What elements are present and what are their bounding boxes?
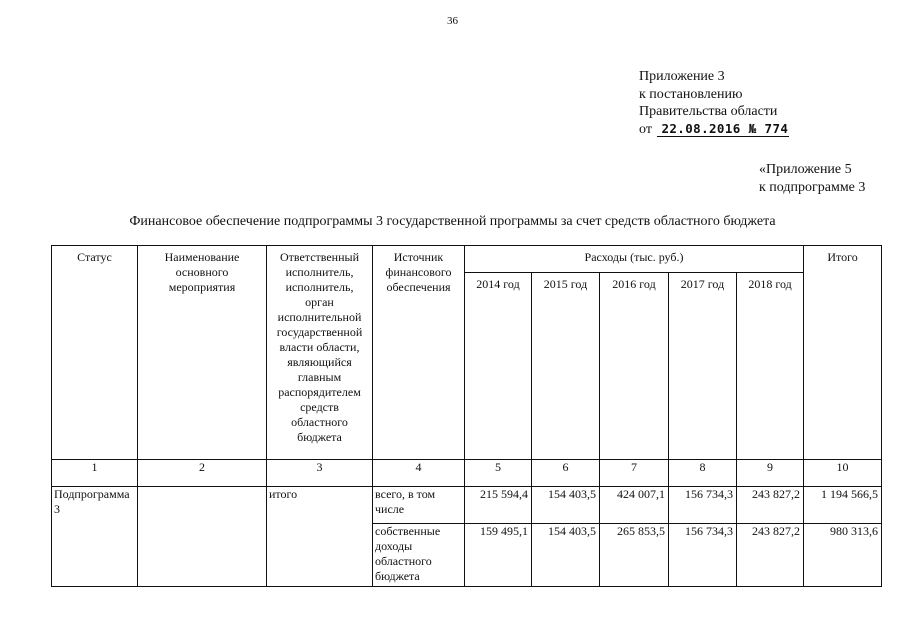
table-row (52, 487, 882, 524)
decree-date: 22.08.2016 (657, 122, 744, 137)
header-status: Статус (52, 246, 138, 460)
cell-2016: 265 853,5 (600, 524, 669, 587)
header-row-1 (52, 246, 882, 273)
column-number: 1 (52, 460, 138, 487)
column-number: 4 (373, 460, 465, 487)
header-source: Источник финансового обеспечения (373, 246, 465, 460)
cell-responsible: итого (267, 487, 373, 587)
header-name: Наименование основного мероприятия (138, 246, 267, 460)
appendix-line-1: Приложение 3 (639, 69, 725, 84)
appendix-date-prefix: от (639, 121, 652, 137)
appendix-block-2 (759, 161, 865, 196)
appendix2-line-2: к подпрограмме 3 (759, 179, 866, 195)
cell-2014: 215 594,4 (465, 487, 532, 524)
cell-status: Подпрограмма 3 (52, 487, 138, 587)
cell-2015: 154 403,5 (532, 524, 600, 587)
column-number-row (52, 460, 882, 487)
cell-2015: 154 403,5 (532, 487, 600, 524)
decree-number: № 774 (745, 122, 790, 137)
column-number: 2 (138, 460, 267, 487)
header-year-2015: 2015 год (532, 273, 600, 460)
cell-2016: 424 007,1 (600, 487, 669, 524)
cell-total: 1 194 566,5 (804, 487, 882, 524)
appendix-block (639, 68, 789, 138)
appendix-line-2: к постановлению (639, 86, 743, 102)
cell-total: 980 313,6 (804, 524, 882, 587)
cell-2017: 156 734,3 (669, 487, 737, 524)
column-number: 8 (669, 460, 737, 487)
column-number: 3 (267, 460, 373, 487)
column-number: 9 (737, 460, 804, 487)
column-number: 5 (465, 460, 532, 487)
appendix-line-4 (639, 121, 789, 139)
appendix2-line-1: «Приложение 5 (759, 162, 852, 177)
header-total: Итого (804, 246, 882, 460)
column-number: 7 (600, 460, 669, 487)
header-year-2014: 2014 год (465, 273, 532, 460)
header-responsible: Ответственный исполнитель, исполнитель, орган исполнительной государственной власти области, являющийся главным распорядителем средств областного бюджета (267, 246, 373, 460)
appendix-line-3: Правительства области (639, 104, 778, 119)
cell-name (138, 487, 267, 587)
cell-source: собственные доходы областного бюджета (373, 524, 465, 587)
cell-source: всего, в том числе (373, 487, 465, 524)
financing-table (51, 245, 882, 587)
document-title: Финансовое обеспечение подпрограммы 3 государственной программы за счет средств областного бюджета (129, 214, 776, 229)
header-expenses: Расходы (тыс. руб.) (465, 246, 804, 273)
cell-2014: 159 495,1 (465, 524, 532, 587)
column-number: 6 (532, 460, 600, 487)
header-year-2017: 2017 год (669, 273, 737, 460)
header-year-2018: 2018 год (737, 273, 804, 460)
cell-2018: 243 827,2 (737, 524, 804, 587)
cell-2017: 156 734,3 (669, 524, 737, 587)
header-year-2016: 2016 год (600, 273, 669, 460)
cell-2018: 243 827,2 (737, 487, 804, 524)
column-number: 10 (804, 460, 882, 487)
page-number: 36 (447, 15, 458, 27)
